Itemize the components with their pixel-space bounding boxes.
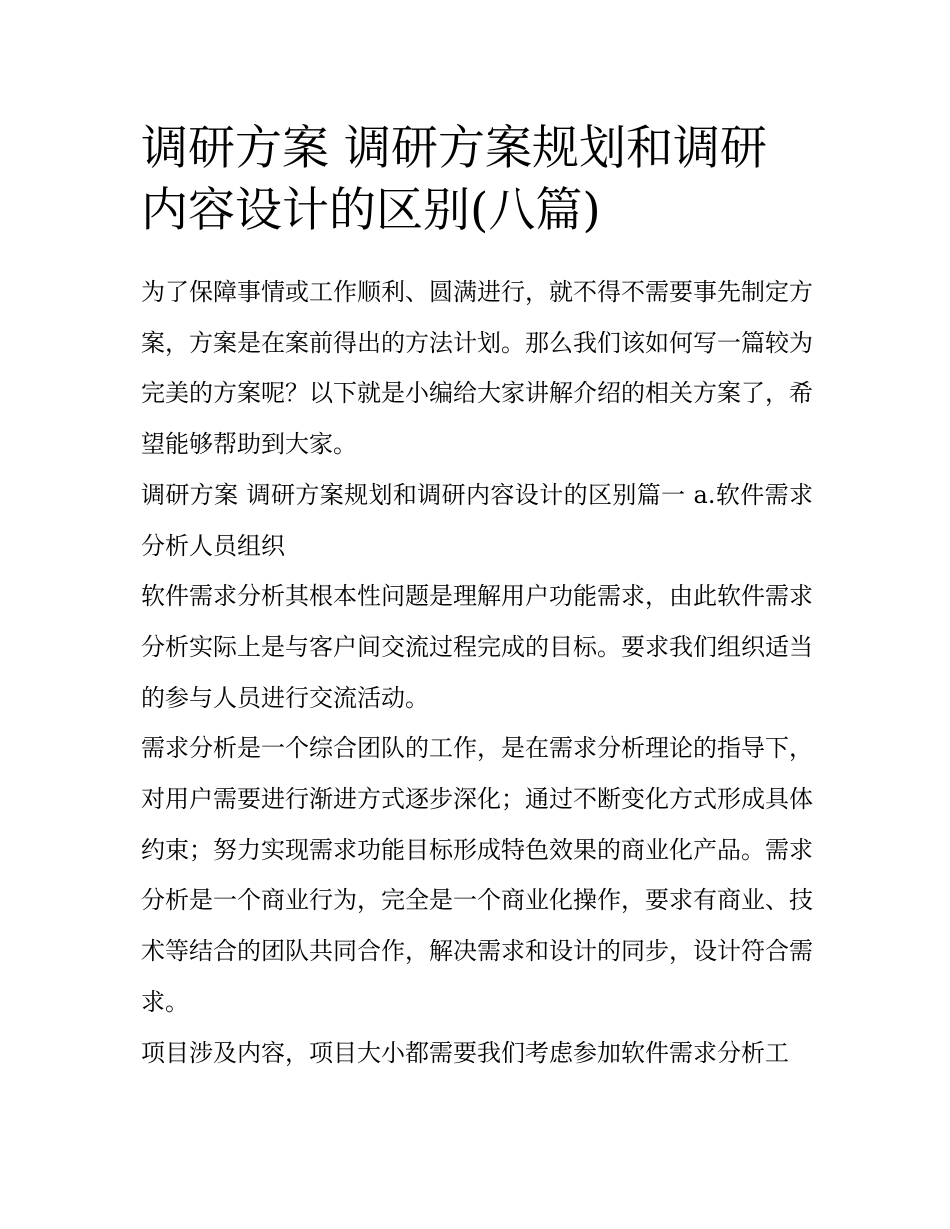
paragraph-project-scope: 项目涉及内容，项目大小都需要我们考虑参加软件需求分析工: [141, 1038, 789, 1067]
paragraph-team-work: 需求分析是一个综合团队的工作，是在需求分析理论的指导下，对用户需要进行渐进方式逐步深化；通过不断变化方式形成具体约束；努力实现需求功能目标形成特色效果的商业化产品。需求分析是一个商业行为，完全是一个商业化操作，要求有商业、技术等结合的团队共同合作，解决需求和设计的同步，设计符合需求。: [141, 734, 813, 1016]
paragraph-requirements-analysis: 软件需求分析其根本性问题是理解用户功能需求，由此软件需求分析实际上是与客户间交流过程完成的目标。要求我们组织适当的参与人员进行交流活动。: [141, 582, 813, 712]
paragraph-section-heading: 调研方案 调研方案规划和调研内容设计的区别篇一 a.软件需求分析人员组织: [141, 480, 813, 560]
document-body: [141, 118, 813, 1078]
document-title: 调研方案 调研方案规划和调研内容设计的区别(八篇): [141, 121, 767, 238]
paragraph-intro: 为了保障事情或工作顺利、圆满进行，就不得不需要事先制定方案，方案是在案前得出的方法计划。那么我们该如何写一篇较为完美的方案呢？以下就是小编给大家讲解介绍的相关方案了，希望能够帮助到大家。: [141, 278, 813, 459]
